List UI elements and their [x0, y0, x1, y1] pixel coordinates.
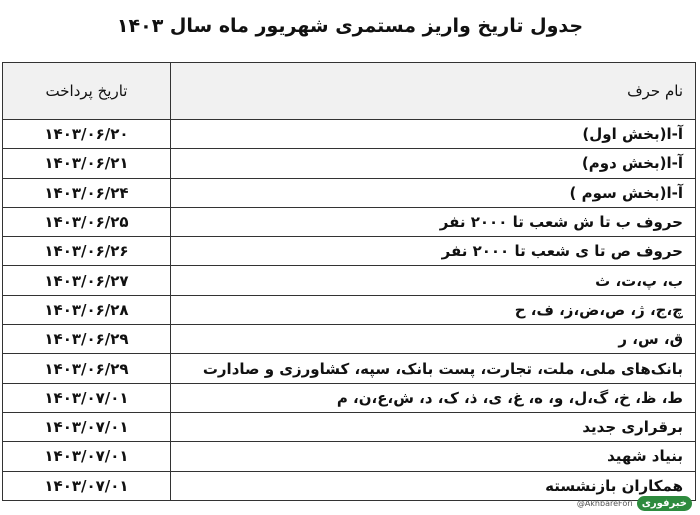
row-name-cell: ق، س، ر — [171, 325, 696, 354]
row-date-cell: ۱۴۰۳/۰۶/۲۹ — [3, 325, 171, 354]
row-date-cell: ۱۴۰۳/۰۷/۰۱ — [3, 412, 171, 441]
table-row — [3, 120, 696, 149]
row-name-cell: آ-ا(بخش دوم) — [171, 149, 696, 178]
watermark-handle: @AkhbareFori — [576, 499, 633, 508]
row-name-cell: ط، ظ، خ، گ،ل، و، ه، غ، ی، ذ، ک، د، ش،ع،ن، م — [171, 383, 696, 412]
row-date-cell: ۱۴۰۳/۰۶/۲۶ — [3, 237, 171, 266]
row-date-cell: ۱۴۰۳/۰۶/۲۸ — [3, 295, 171, 324]
row-date-cell: ۱۴۰۳/۰۶/۲۱ — [3, 149, 171, 178]
row-name-cell: همکاران بازنشسته — [171, 471, 696, 500]
payment-schedule-table — [2, 62, 696, 501]
row-name-cell: چ،ج، ژ، ص،ض،ز، ف، ح — [171, 295, 696, 324]
row-name-cell: بنیاد شهید — [171, 442, 696, 471]
header-name: نام حرف — [171, 63, 696, 120]
watermark-logo: خبرفوری — [637, 496, 692, 511]
row-name-cell: ب، پ،ت، ث — [171, 266, 696, 295]
table-header-row — [3, 63, 696, 120]
table-row — [3, 207, 696, 236]
header-date: تاریخ پرداخت — [3, 63, 171, 120]
row-name-cell: حروف ب تا ش شعب تا ۲۰۰۰ نفر — [171, 207, 696, 236]
row-date-cell: ۱۴۰۳/۰۶/۲۴ — [3, 178, 171, 207]
row-name-cell: بانک‌های ملی، ملت، تجارت، پست بانک، سپه، کشاورزی و صادارت — [171, 354, 696, 383]
row-date-cell: ۱۴۰۳/۰۶/۲۹ — [3, 354, 171, 383]
table-row — [3, 325, 696, 354]
page-title: جدول تاریخ واریز مستمری شهریور ماه سال ۱۴۰۳ — [116, 15, 584, 37]
row-name-cell: برقراری جدید — [171, 412, 696, 441]
table-row — [3, 266, 696, 295]
row-date-cell: ۱۴۰۳/۰۶/۲۰ — [3, 120, 171, 149]
row-date-cell: ۱۴۰۳/۰۷/۰۱ — [3, 383, 171, 412]
table-row — [3, 383, 696, 412]
row-date-cell: ۱۴۰۳/۰۷/۰۱ — [3, 442, 171, 471]
watermark — [577, 496, 692, 511]
table-row — [3, 354, 696, 383]
row-date-cell: ۱۴۰۳/۰۶/۲۷ — [3, 266, 171, 295]
table-row — [3, 442, 696, 471]
row-name-cell: آ-ا(بخش سوم ) — [171, 178, 696, 207]
row-date-cell: ۱۴۰۳/۰۷/۰۱ — [3, 471, 171, 500]
row-name-cell: حروف ص تا ی شعب تا ۲۰۰۰ نفر — [171, 237, 696, 266]
table-row — [3, 237, 696, 266]
table-row — [3, 178, 696, 207]
row-name-cell: آ-ا(بخش اول) — [171, 120, 696, 149]
table-row — [3, 412, 696, 441]
payment-schedule-table-container — [2, 62, 696, 501]
row-date-cell: ۱۴۰۳/۰۶/۲۵ — [3, 207, 171, 236]
table-row — [3, 149, 696, 178]
table-row — [3, 295, 696, 324]
